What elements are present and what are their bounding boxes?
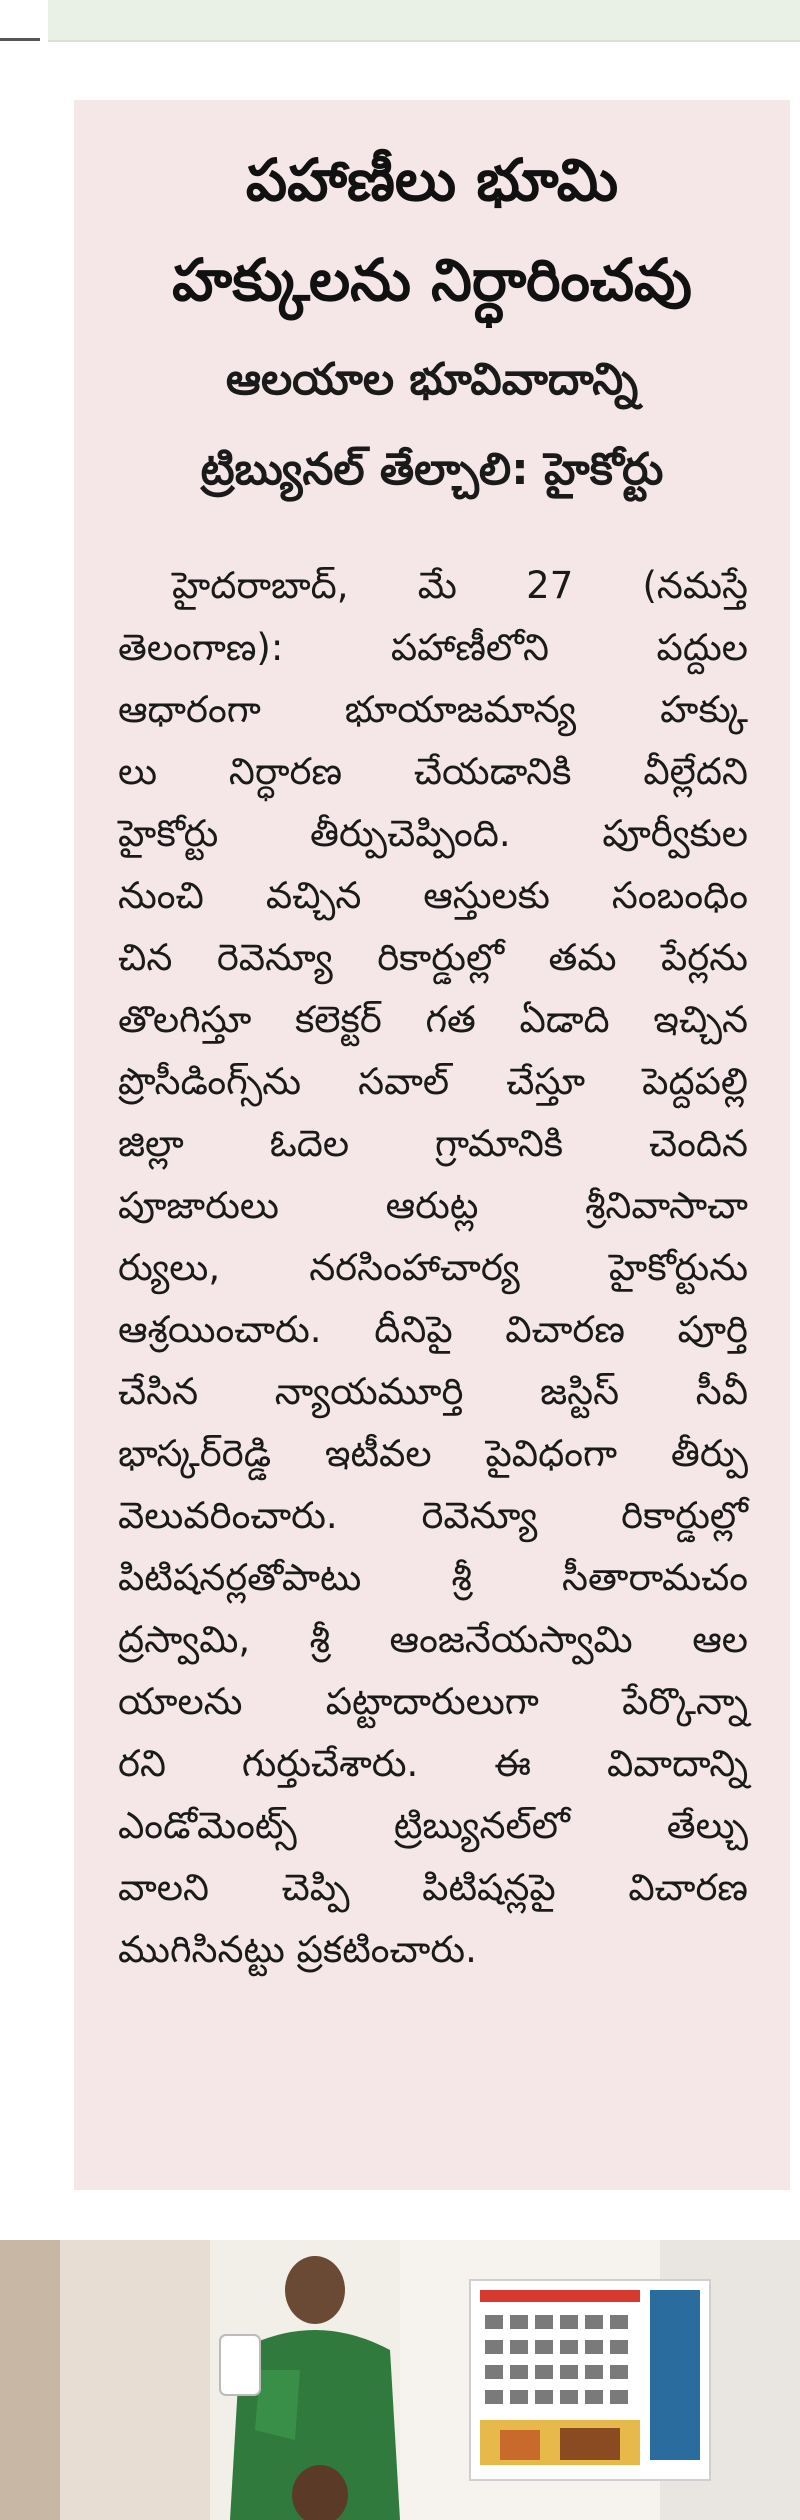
article-body-line: ఆశ్రయించారు. దీనిపై విచారణ పూర్తి: [118, 1308, 748, 1351]
article-body-line: భాస్కర్‌రెడ్డి ఇటీవల పైవిధంగా తీర్పు: [118, 1432, 748, 1475]
article-body-line: హైదరాబాద్, మే 27 (నమస్తే: [172, 564, 748, 607]
article-body-line: వాలని చెప్పి పిటిషన్లపై విచారణ: [118, 1866, 748, 1909]
article-body-line: ర్యులు, నరసింహాచార్య హైకోర్టును: [118, 1246, 748, 1289]
article-body-line: ద్రస్వామి, శ్రీ ఆంజనేయస్వామి ఆల: [118, 1618, 748, 1661]
article-headline-line-2: హక్కులను నిర్ధారించవు: [172, 246, 692, 314]
previous-article-strip: [48, 0, 800, 42]
article-body-line: నుంచి వచ్చిన ఆస్తులకు సంబంధిం: [118, 874, 748, 917]
article-body-line: తొలగిస్తూ కలెక్టర్ గత ఏడాది ఇచ్చిన: [118, 998, 748, 1041]
article-body-line: హైకోర్టు తీర్పుచెప్పింది. పూర్వీకుల: [118, 812, 748, 855]
article-subheadline-line-1: ఆలయాల భూవివాదాన్ని: [225, 354, 639, 405]
article-body-line: తెలంగాణ): పహాణీలోని పద్దుల: [118, 626, 748, 669]
article-body-line: ప్రొసీడింగ్స్‌ను సవాల్ చేస్తూ పెద్దపల్లి: [118, 1060, 748, 1103]
column-rule: [0, 38, 40, 41]
article-body-line: ఆధారంగా భూయాజమాన్య హక్కు: [118, 688, 748, 731]
article-subheadline-line-2: ట్రిబ్యునల్ తేల్చాలి: హైకోర్టు: [200, 444, 664, 495]
article-body-line: పిటిషనర్లతోపాటు శ్రీ సీతారామచం: [118, 1556, 748, 1599]
article-body-line: వెలువరించారు. రెవెన్యూ రికార్డుల్లో: [118, 1494, 748, 1537]
article-body-line: ఎండోమెంట్స్ ట్రిబ్యునల్‌లో తేల్చు: [118, 1804, 748, 1847]
article-body-line: లు నిర్ధారణ చేయడానికి వీల్లేదని: [118, 750, 748, 793]
article-body-line: రని గుర్తుచేశారు. ఈ వివాదాన్ని: [118, 1742, 748, 1785]
article-body-line: ముగిసినట్టు ప్రకటించారు.: [118, 1928, 477, 1971]
article-body-line: పూజారులు ఆరుట్ల శ్రీనివాసాచా: [118, 1184, 748, 1227]
article-body-line: యాలను పట్టాదారులుగా పేర్కొన్నా: [118, 1680, 748, 1723]
article-body-line: చేసిన న్యాయమూర్తి జస్టిస్ సీవీ: [118, 1370, 748, 1413]
article-body-line: జిల్లా ఓదెల గ్రామానికి చెందిన: [118, 1122, 748, 1165]
news-photo: [0, 2240, 800, 2520]
photo-illustration: [0, 2240, 800, 2520]
article-body-line: చిన రెవెన్యూ రికార్డుల్లో తమ పేర్లను: [118, 936, 748, 979]
article-headline-line-1: పహాణీలు భూమి: [245, 146, 619, 214]
wall-calendar: [470, 2280, 710, 2480]
